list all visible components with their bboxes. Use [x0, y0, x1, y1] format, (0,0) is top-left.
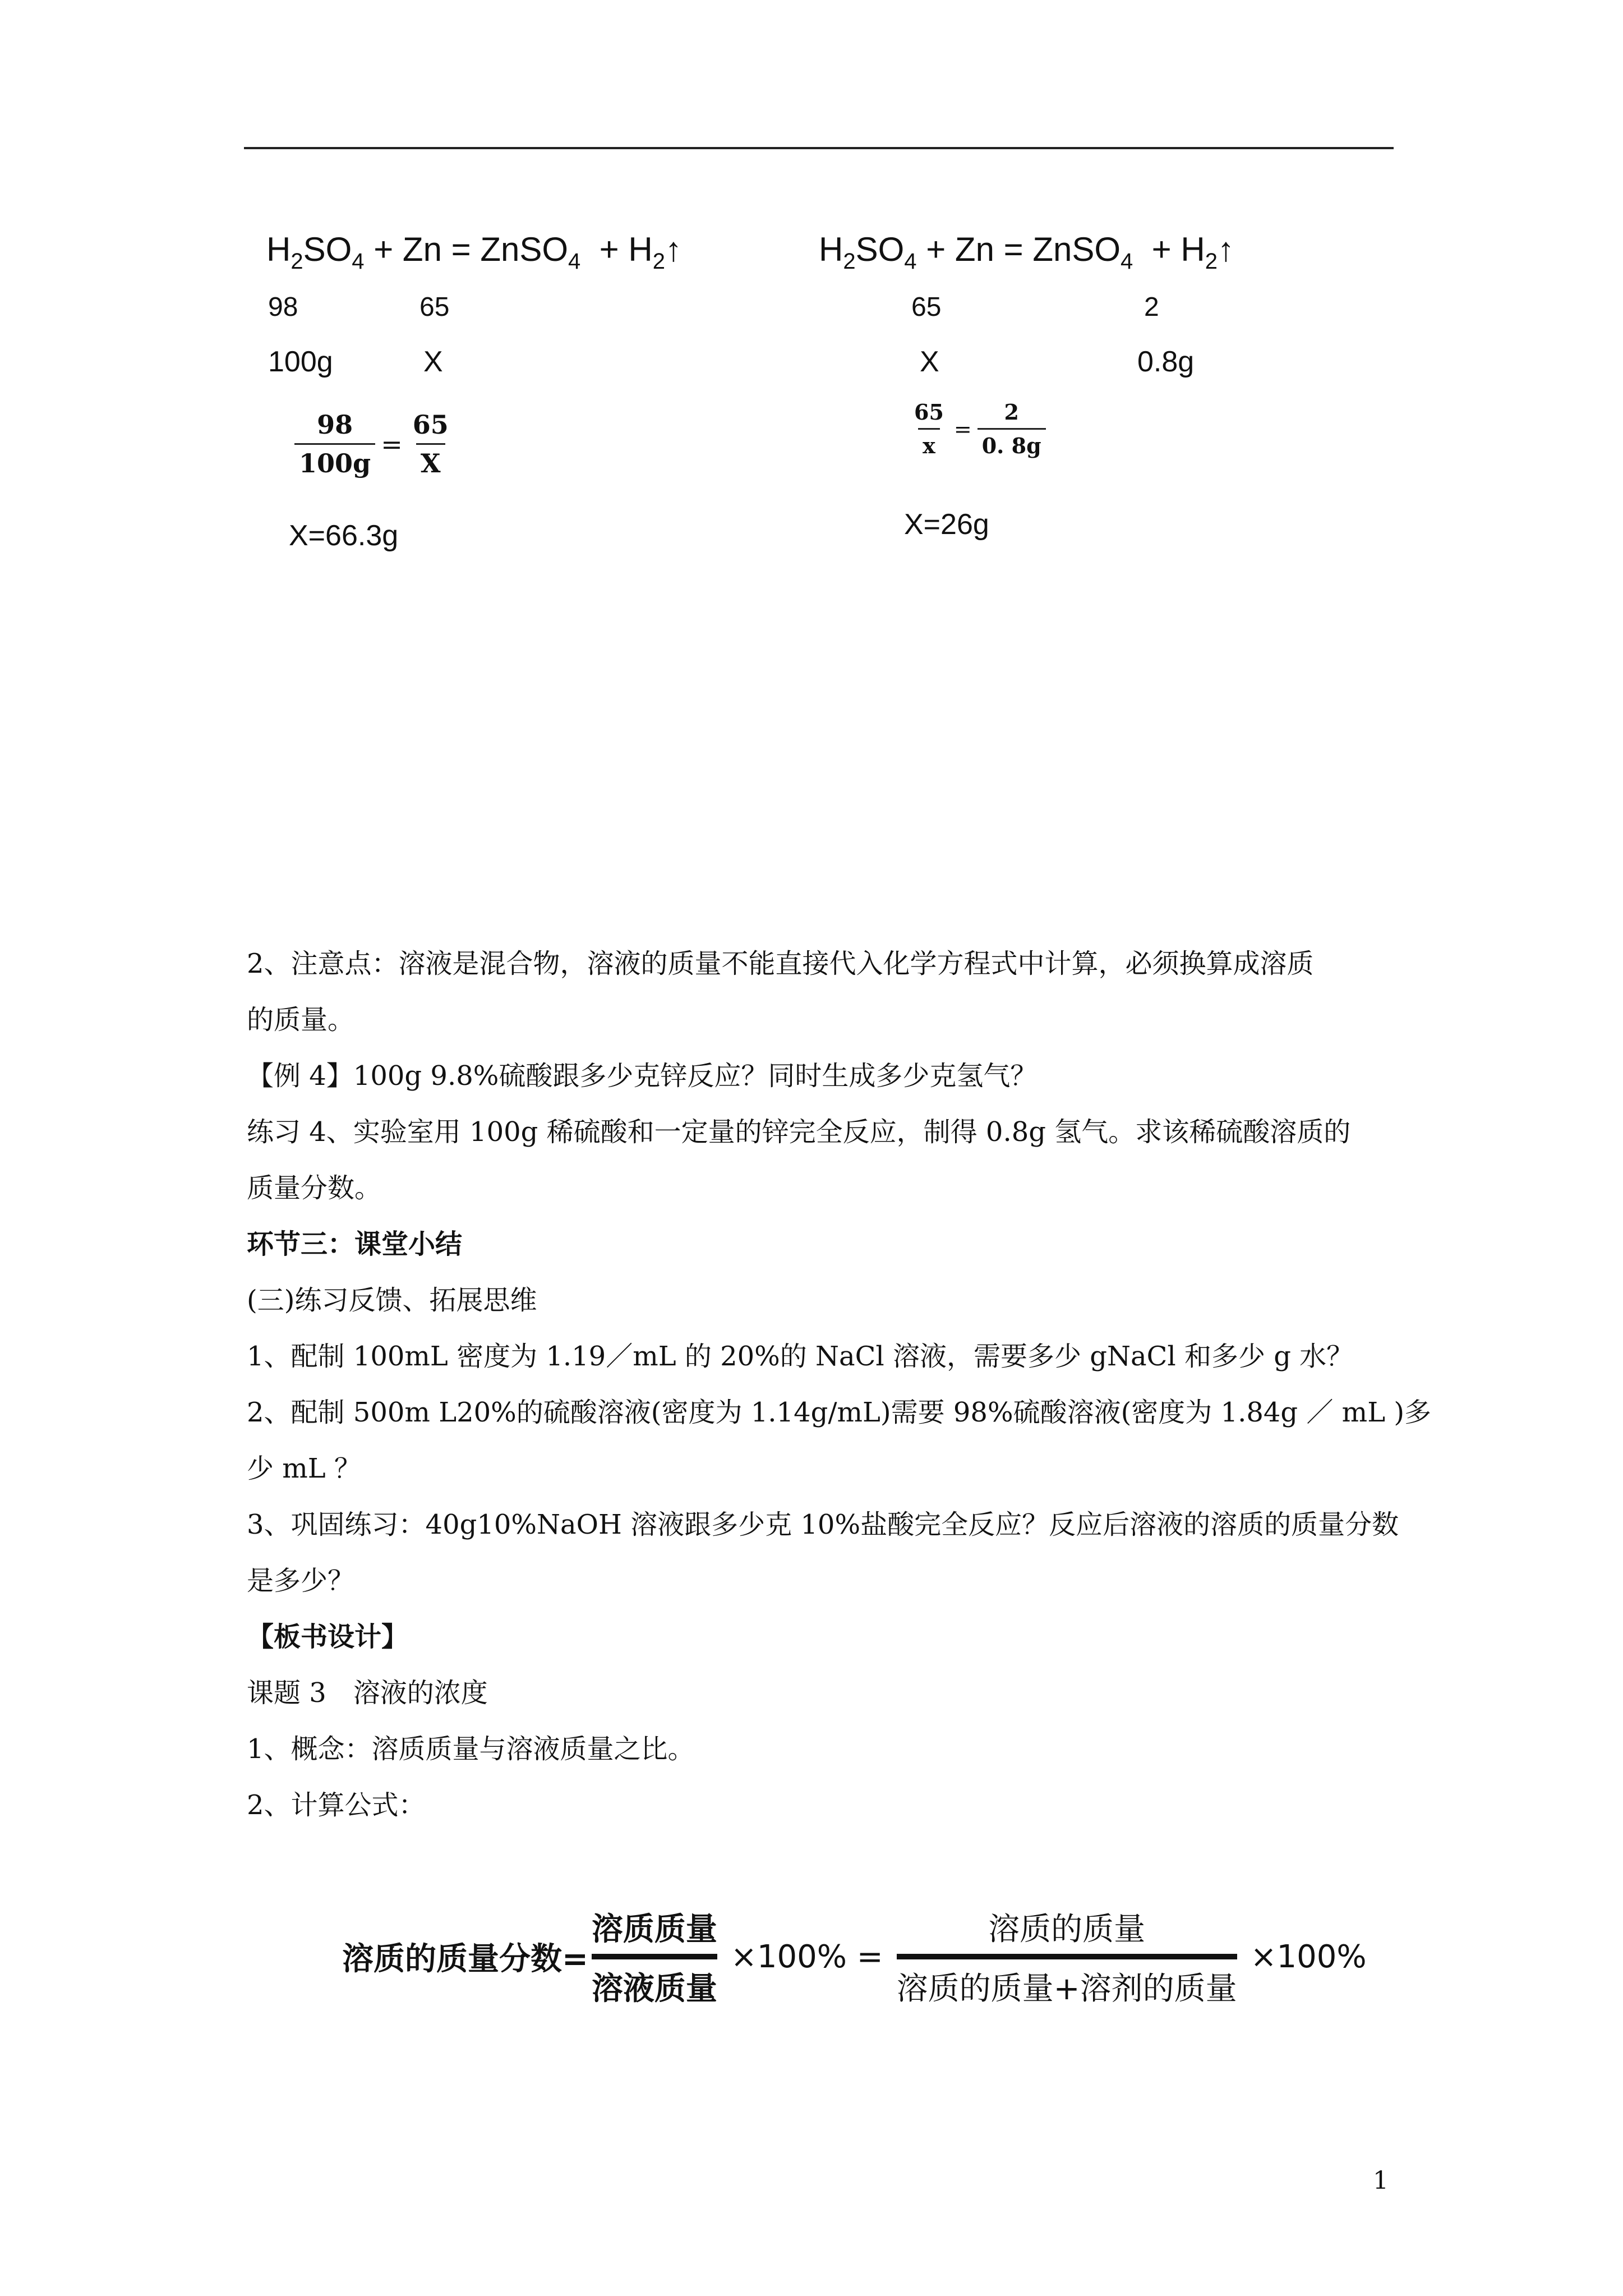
- practice-item-3-line2: 是多少？: [247, 1565, 355, 1596]
- formula-heading: 2、计算公式：: [247, 1789, 426, 1821]
- right-proportion: $\frac{65}{x}$ = $\frac{2}{0. 8g}$: [910, 399, 1046, 458]
- formula-fraction-2: 溶质的质量 溶质的质量+溶剂的质量: [897, 1904, 1237, 2009]
- left-chemical-equation: $H_2SO_4 + Zn$ = ZnSO$_4$ + $H_2↑$: [266, 231, 682, 274]
- right-value-2: 0.8g: [1137, 346, 1195, 378]
- example-4: 【例 4】100g 9.8%硫酸跟多少克锌反应？同时生成多少克氢气？: [247, 1060, 1038, 1092]
- left-molar-mass-1: 98: [268, 292, 298, 322]
- concept-line: 1、概念：溶质质量与溶液质量之比。: [247, 1733, 695, 1765]
- formula-fraction-1: 溶质质量 溶液质量: [592, 1904, 717, 2009]
- right-chemical-equation: $H_2SO_4 + Zn$ = ZnSO$_4$ + $H_2↑$: [819, 231, 1234, 274]
- practice-item-1: 1、配制 100mL 密度为 1.19／mL 的 20%的 NaCl 溶液，需要多少 gNaCl 和多少 g 水？: [247, 1341, 1354, 1372]
- subsection-practice: (三)练习反馈、拓展思维: [247, 1285, 537, 1316]
- practice-item-2-line1: 2、配制 500m L20%的硫酸溶液(密度为 1.14g/mL)需要 98%硫酸溶液(密度为 1.84g ／ mL )多: [247, 1397, 1432, 1428]
- left-result: X=66.3g: [289, 519, 399, 552]
- header-rule: [244, 147, 1394, 149]
- lesson-title: 课题 3 溶液的浓度: [247, 1677, 488, 1709]
- right-value-1: X: [920, 346, 939, 378]
- note-paragraph-line2: 的质量。: [247, 1004, 355, 1036]
- left-molar-mass-2: 65: [419, 292, 450, 322]
- formula-label: 溶质的质量分数=: [342, 1941, 588, 1977]
- right-result: X=26g: [904, 508, 989, 541]
- left-fraction-b: $\frac{65}{X}$: [412, 409, 449, 478]
- right-fraction-b: $\frac{2}{0. 8g}$: [978, 399, 1046, 458]
- left-proportion: $\frac{98}{100g}$ = $\frac{65}{X}$: [294, 409, 453, 478]
- right-molar-mass-1: 65: [911, 292, 942, 322]
- board-design-heading: 【板书设计】: [247, 1621, 409, 1653]
- formula-times-1: ×100% =: [730, 1938, 883, 1975]
- left-value-2: X: [423, 346, 443, 378]
- page-number: 1: [1373, 2166, 1389, 2195]
- exercise-4-line1: 练习 4、实验室用 100g 稀硫酸和一定量的锌完全反应，制得 0.8g 氢气。求该稀硫酸溶质的: [247, 1116, 1351, 1148]
- practice-item-3-line1: 3、巩固练习：40g10%NaOH 溶液跟多少克 10%盐酸完全反应？反应后溶液的溶质的质量分数: [247, 1509, 1399, 1540]
- right-fraction-a: $\frac{65}{x}$: [914, 399, 944, 458]
- left-value-1: 100g: [268, 346, 333, 378]
- practice-item-2-line2: 少 mL ？: [247, 1453, 361, 1484]
- section-heading-summary: 环节三：课堂小结: [247, 1228, 463, 1260]
- right-molar-mass-2: 2: [1144, 292, 1159, 322]
- formula-times-2: ×100%: [1250, 1938, 1367, 1975]
- exercise-4-line2: 质量分数。: [247, 1172, 382, 1204]
- left-fraction-a: $\frac{98}{100g}$: [294, 409, 375, 478]
- note-paragraph-line1: 2、注意点：溶液是混合物，溶液的质量不能直接代入化学方程式中计算，必须换算成溶质: [247, 948, 1314, 979]
- mass-fraction-formula: [342, 1904, 1367, 2009]
